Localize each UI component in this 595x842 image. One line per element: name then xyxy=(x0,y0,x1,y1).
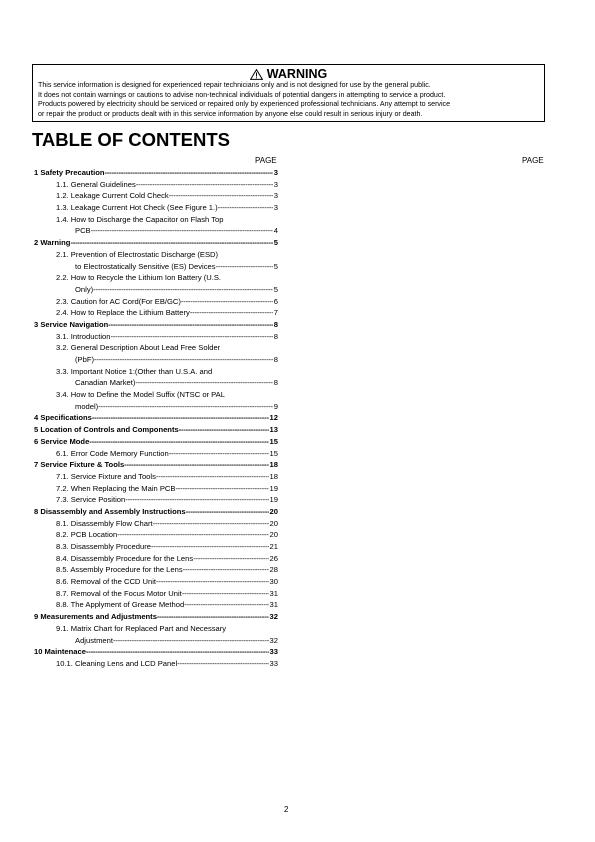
toc-entry-page: 19 xyxy=(269,495,278,505)
toc-entry-label: 6 Service Mode xyxy=(34,436,90,446)
dot-leader xyxy=(125,494,268,506)
toc-entry-label: 7 Service Fixture & Tools xyxy=(34,460,125,470)
toc-entry[interactable] xyxy=(34,588,278,600)
toc-entry[interactable] xyxy=(34,249,278,272)
warning-box xyxy=(32,64,545,122)
toc-entry-page: 8 xyxy=(273,331,278,341)
dot-leader xyxy=(175,483,268,495)
warning-line: It does not contain warnings or cautions to advise non-technical individuals of potential dangers in attempting to service a product. xyxy=(38,90,446,99)
toc-entry-label: Adjustment xyxy=(75,635,113,645)
dot-leader xyxy=(124,459,268,471)
dot-leader xyxy=(110,331,272,343)
toc-entry[interactable] xyxy=(34,307,278,319)
page-column-label-right: PAGE xyxy=(522,156,544,165)
toc-entry[interactable] xyxy=(34,436,278,448)
toc-entry-page: 8 xyxy=(273,355,278,364)
dot-leader xyxy=(136,179,273,191)
toc-entry-label: 3.4. How to Define the Model Suffix (NTSC or PAL xyxy=(56,390,225,400)
warning-text xyxy=(38,81,539,119)
toc-entry-page: 5 xyxy=(273,238,278,248)
toc-entry-label: 1.3. Leakage Current Hot Check (See Figure 1.) xyxy=(56,203,218,213)
toc-entry-label: 2 Warning xyxy=(34,238,71,248)
dot-leader xyxy=(156,471,269,483)
toc-entry-page: 15 xyxy=(269,448,278,458)
toc-entry-page: 6 xyxy=(273,296,278,306)
toc-entry[interactable] xyxy=(34,494,278,506)
toc-entry-page: 33 xyxy=(269,647,278,657)
dot-leader xyxy=(216,261,273,273)
toc-entry[interactable] xyxy=(34,202,278,214)
toc-entry-page: 32 xyxy=(269,635,278,645)
toc-entry-label: 3.1. Introduction xyxy=(56,331,111,341)
toc-entry-label: PCB xyxy=(75,226,91,236)
toc-entry-page: 31 xyxy=(269,588,278,598)
dot-leader xyxy=(177,658,268,670)
toc-entry-page: 3 xyxy=(273,203,278,213)
dot-leader xyxy=(183,564,269,576)
page-column-label-left: PAGE xyxy=(255,156,277,165)
toc-entry-page: 7 xyxy=(273,308,278,318)
toc-entry-label: 4 Specifications xyxy=(34,413,92,423)
toc-entry-page: 20 xyxy=(269,530,278,540)
toc-entry[interactable] xyxy=(34,167,278,179)
toc-entry-page: 19 xyxy=(269,483,278,493)
toc-entry[interactable] xyxy=(34,342,278,365)
dot-leader xyxy=(93,284,273,296)
toc-entry-page: 12 xyxy=(269,413,278,423)
dot-leader xyxy=(156,576,269,588)
dot-leader xyxy=(91,225,273,237)
toc-entry-label: 10 Maintenace xyxy=(34,647,86,657)
dot-leader xyxy=(181,296,273,308)
dot-leader xyxy=(169,190,273,202)
dot-leader xyxy=(184,599,268,611)
toc-entry-label: 9.1. Matrix Chart for Replaced Part and Necessary xyxy=(56,623,227,633)
toc-entry-page: 3 xyxy=(273,191,278,201)
toc-entry[interactable] xyxy=(34,331,278,343)
toc-entry-page: 9 xyxy=(273,401,278,411)
toc-entry-page: 3 xyxy=(273,168,278,177)
dot-leader xyxy=(113,635,269,647)
toc-entry-page: 8 xyxy=(273,378,278,388)
dot-leader xyxy=(89,436,268,448)
dot-leader xyxy=(157,611,269,623)
toc-entry-page: 13 xyxy=(269,425,278,435)
toc-entry[interactable] xyxy=(34,237,278,249)
dot-leader xyxy=(98,401,273,413)
toc-entry-label: 8.4. Disassembly Procedure for the Lens xyxy=(56,553,194,563)
toc-entry[interactable] xyxy=(34,623,278,646)
dot-leader xyxy=(70,237,272,249)
toc-entry[interactable] xyxy=(34,611,278,623)
toc-entry[interactable] xyxy=(34,553,278,565)
dot-leader xyxy=(108,319,272,331)
toc-entry-label: 1.1. General Guidelines xyxy=(56,179,136,189)
toc-entry-label: 9 Measurements and Adjustments xyxy=(34,612,157,622)
toc-entry[interactable] xyxy=(34,448,278,460)
toc-entry[interactable] xyxy=(34,646,278,658)
toc-entry[interactable] xyxy=(34,599,278,611)
toc-entry-page: 20 xyxy=(269,506,278,516)
toc-entry[interactable] xyxy=(34,272,278,295)
dot-leader xyxy=(218,202,273,214)
toc-entry[interactable] xyxy=(34,296,278,308)
toc-entry[interactable] xyxy=(34,518,278,530)
warning-heading xyxy=(38,67,539,81)
dot-leader xyxy=(151,541,269,553)
toc-entry-label: 1 Safety Precaution xyxy=(34,168,105,177)
toc-entry[interactable] xyxy=(34,424,278,436)
toc-entry-page: 26 xyxy=(269,553,278,563)
dot-leader xyxy=(86,646,269,658)
toc-entry[interactable] xyxy=(34,190,278,202)
toc-entry-page: 32 xyxy=(269,612,278,622)
toc-entry-page: 15 xyxy=(269,436,278,446)
toc-entry-page: 18 xyxy=(269,471,278,481)
toc-entry-label: 2.1. Prevention of Electrostatic Discharge (ESD) xyxy=(56,249,219,259)
dot-leader xyxy=(190,307,273,319)
dot-leader xyxy=(92,412,269,424)
toc-entry-label: 2.3. Caution for AC Cord(For EB/GC) xyxy=(56,296,181,306)
toc-entry-page: 21 xyxy=(269,542,278,551)
toc-entry-page: 18 xyxy=(269,460,278,470)
dot-leader xyxy=(135,377,272,389)
toc-entry[interactable] xyxy=(34,412,278,424)
toc-title: TABLE OF CONTENTS xyxy=(32,129,231,150)
toc-entry-label: 7.2. When Replacing the Main PCB xyxy=(56,483,176,493)
toc-entry-label: 7.3. Service Position xyxy=(56,495,126,505)
toc-entry-label: 3 Service Navigation xyxy=(34,319,109,329)
dot-leader xyxy=(94,354,273,366)
warning-triangle-icon xyxy=(250,69,263,80)
toc-entry-label: Canadian Market) xyxy=(75,378,136,388)
toc-entry-label: (PbF) xyxy=(75,355,94,364)
toc-entry[interactable] xyxy=(34,483,278,495)
toc-entry-label: 2.4. How to Replace the Lithium Battery xyxy=(56,308,190,318)
toc-entry-label: model) xyxy=(75,401,99,411)
toc-entry[interactable] xyxy=(34,459,278,471)
dot-leader xyxy=(169,448,269,460)
toc-entry-label: 1.4. How to Discharge the Capacitor on Flash Top xyxy=(56,214,224,224)
toc-entry-page: 8 xyxy=(273,319,278,329)
toc-entry-label: 3.3. Important Notice 1:(Other than U.S.A. and xyxy=(56,366,213,376)
toc-entry-page: 33 xyxy=(269,658,278,668)
warning-title: WARNING xyxy=(266,67,328,81)
toc-entry-label: 5 Location of Controls and Components xyxy=(34,425,179,435)
dot-leader xyxy=(193,553,268,565)
dot-leader xyxy=(179,424,269,436)
toc-entry[interactable] xyxy=(34,319,278,331)
toc-entry-label: 8.5. Assembly Procedure for the Lens xyxy=(56,565,183,575)
dot-leader xyxy=(117,529,268,541)
warning-line: Products powered by electricity should be serviced or repaired only by experienced professional technicians. Any attempt to service xyxy=(38,100,451,109)
toc-entry[interactable] xyxy=(34,658,278,670)
toc-entry-page: 5 xyxy=(273,284,278,294)
warning-line: or repair the product or products dealt with in this service information by anyone else could result in serious injury or death. xyxy=(38,109,423,118)
toc-entry-label: 1.2. Leakage Current Cold Check xyxy=(56,191,169,201)
toc-entry-label: 10.1. Cleaning Lens and LCD Panel xyxy=(56,658,178,668)
toc-entry-label: to Electrostatically Sensitive (ES) Devices xyxy=(75,261,216,271)
toc-entry-label: 2.2. How to Recycle the Lithium Ion Battery (U.S. xyxy=(56,273,222,283)
toc-entry-label: 8.1. Disassembly Flow Chart xyxy=(56,518,153,528)
dot-leader xyxy=(182,588,269,600)
toc-entry[interactable] xyxy=(34,564,278,576)
toc-entry[interactable] xyxy=(34,529,278,541)
toc-entry[interactable] xyxy=(34,506,278,518)
toc-entry[interactable] xyxy=(34,214,278,237)
toc-entry-label: 6.1. Error Code Memory Function xyxy=(56,448,169,458)
toc-entry-label: 8.6. Removal of the CCD Unit xyxy=(56,577,157,587)
dot-leader xyxy=(153,518,269,530)
toc-entry[interactable] xyxy=(34,541,278,553)
dot-leader xyxy=(104,167,272,179)
toc-entry[interactable] xyxy=(34,471,278,483)
warning-line: This service information is designed for experienced repair technicians only and is not designed for use by the general public. xyxy=(38,81,431,89)
toc-entry-label: 8 Disassembly and Assembly Instructions xyxy=(34,506,186,516)
toc-entry[interactable] xyxy=(34,389,278,412)
toc-entry-page: 30 xyxy=(269,577,278,587)
toc-entry-label: Only) xyxy=(75,284,94,294)
toc-entry-label: 8.2. PCB Location xyxy=(56,530,118,540)
toc-entry-label: 3.2. General Description About Lead Free Solder xyxy=(56,343,221,353)
toc-entry-page: 28 xyxy=(269,565,278,575)
toc-entry-label: 8.8. The Applyment of Grease Method xyxy=(56,600,185,610)
toc-entry-label: 8.3. Disassembly Procedure xyxy=(56,542,151,551)
toc-entry[interactable] xyxy=(34,576,278,588)
toc-list xyxy=(34,167,278,670)
toc-entry-page: 31 xyxy=(269,600,278,610)
toc-entry[interactable] xyxy=(34,179,278,191)
toc-entry-page: 4 xyxy=(273,226,278,236)
toc-entry-page: 20 xyxy=(269,518,278,528)
toc-entry-label: 8.7. Removal of the Focus Motor Unit xyxy=(56,588,182,598)
toc-entry-page: 3 xyxy=(273,179,278,189)
dot-leader xyxy=(186,506,269,518)
page-number: 2 xyxy=(284,805,289,814)
toc-entry-page: 5 xyxy=(273,261,278,271)
toc-entry-label: 7.1. Service Fixture and Tools xyxy=(56,471,156,481)
toc-entry[interactable] xyxy=(34,366,278,389)
